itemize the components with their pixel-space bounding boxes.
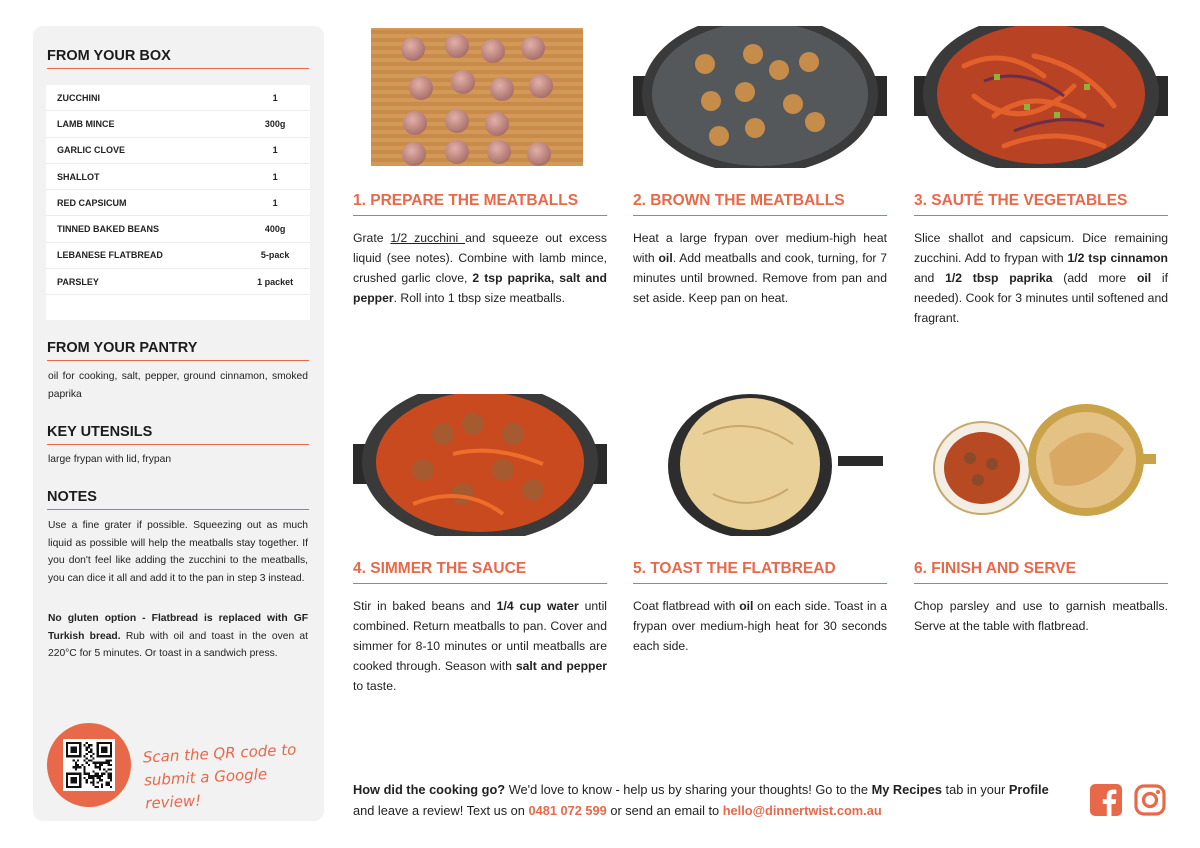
profile-link[interactable]: Profile xyxy=(1008,782,1049,797)
gluten-free-note: No gluten option - Flatbread is replaced with GF Turkish bread. xyxy=(48,613,308,642)
footer-text-2: tab in your xyxy=(941,782,1009,797)
email-link[interactable]: hello@dinnertwist.com.au xyxy=(722,803,882,818)
ingredient-quantity: 1 packet xyxy=(257,276,294,287)
step-text-segment: 1/2 tsp cinnamon xyxy=(1067,251,1168,265)
step-1-photo xyxy=(353,26,607,168)
pantry-text: oil for cooking, salt, pepper, ground cinnamon, smoked paprika xyxy=(48,371,308,400)
ingredient-row xyxy=(46,111,310,137)
step-text-segment: oil xyxy=(739,599,754,613)
step-5-title: 5. TOAST THE FLATBREAD xyxy=(633,560,887,584)
step-text-segment: Grate xyxy=(353,231,391,245)
step-5-photo xyxy=(633,394,887,536)
step-text-segment: on each side. Toast in a frypan over medium-high heat for 30 seconds each side. xyxy=(633,599,887,653)
ingredient-name: PARSLEY xyxy=(57,276,99,287)
notes-title: NOTES xyxy=(47,489,309,510)
step-text-segment: . Add meatballs and cook, turning, for 7 minutes until browned. Remove from pan and set aside. Keep pan on heat. xyxy=(633,251,887,305)
step-2-body xyxy=(633,228,887,308)
qr-code-icon[interactable] xyxy=(63,739,115,791)
step-2-photo xyxy=(633,26,887,168)
step-6-body xyxy=(914,596,1168,636)
ingredient-row xyxy=(46,85,310,111)
ingredient-row xyxy=(46,190,310,216)
ingredient-quantity: 300g xyxy=(264,118,286,129)
ingredient-name: GARLIC CLOVE xyxy=(57,145,126,156)
step-1-body xyxy=(353,228,607,308)
step-text-segment: oil xyxy=(1136,271,1152,285)
step-4-title: 4. SIMMER THE SAUCE xyxy=(353,560,607,584)
step-6-photo xyxy=(914,394,1168,536)
ingredient-quantity: 1 xyxy=(272,197,278,208)
step-text-segment: and xyxy=(914,271,946,285)
ingredient-quantity: 1 xyxy=(272,145,278,156)
qr-code-badge[interactable] xyxy=(47,723,131,807)
step-text-segment: 1/4 cup water xyxy=(496,599,579,613)
step-text-segment: 1/2 tbsp paprika xyxy=(945,271,1053,285)
step-text-segment: Heat a large frypan over medium-high heat with xyxy=(633,231,887,265)
step-4-body xyxy=(353,596,607,696)
step-text-segment: to taste. xyxy=(353,679,397,693)
ingredient-row xyxy=(46,243,310,269)
finished-dish-image xyxy=(914,394,1168,536)
step-4-photo xyxy=(353,394,607,536)
footer-text-1: We'd love to know - help us by sharing your thoughts! Go to the xyxy=(505,782,872,797)
browning-meatballs-image xyxy=(633,26,887,168)
ingredient-name: LAMB MINCE xyxy=(57,118,115,129)
notes-para-1: Use a fine grater if possible. Squeezing out as much liquid as possible will help the meatballs stay together. If you don't feel like adding the zucchini to the meatballs, you can dice it all and add it to the pan in step 3 instead. xyxy=(48,520,308,584)
feedback-footer xyxy=(353,779,1073,821)
instagram-icon[interactable] xyxy=(1134,784,1166,816)
ingredient-name: RED CAPSICUM xyxy=(57,197,127,208)
footer-text-3: and leave a review! Text us on xyxy=(353,803,529,818)
ingredient-row xyxy=(46,269,310,295)
raw-meatballs-image xyxy=(353,26,607,168)
ingredient-quantity: 400g xyxy=(264,224,286,235)
ingredient-row xyxy=(46,216,310,242)
qr-caption xyxy=(142,738,315,816)
gluten-free-instructions: Rub with oil and toast in the oven at 220°C for 5 minutes. Or toast in a sandwich press. xyxy=(48,630,308,659)
ingredient-quantity: 1 xyxy=(272,92,278,103)
simmering-sauce-image xyxy=(353,394,607,536)
step-text-segment: if needed). Cook for 3 minutes until softened and fragrant. xyxy=(914,271,1168,325)
step-text-segment: until combined. Return meatballs to pan. Cover and simmer for 8-10 minutes or until meatballs are cooked through. Season with xyxy=(353,599,607,673)
my-recipes-link[interactable]: My Recipes xyxy=(871,782,942,797)
step-text-segment: (add more xyxy=(1052,271,1137,285)
facebook-icon[interactable] xyxy=(1090,784,1122,816)
step-text-segment: Chop parsley and use to garnish meatballs. Serve at the table with flatbread. xyxy=(914,599,1168,633)
sauteed-vegetables-image xyxy=(914,26,1168,168)
step-6-title: 6. FINISH AND SERVE xyxy=(914,560,1168,584)
step-text-segment: 1/2 zucchini xyxy=(390,231,466,245)
step-2-title: 2. BROWN THE MEATBALLS xyxy=(633,192,887,216)
ingredient-name: LEBANESE FLATBREAD xyxy=(57,250,163,261)
utensils-text: large frypan with lid, frypan xyxy=(48,454,172,465)
ingredient-quantity: 1 xyxy=(272,171,278,182)
ingredient-name: TINNED BAKED BEANS xyxy=(57,224,160,235)
from-your-box-table xyxy=(46,85,310,320)
key-utensils-title: KEY UTENSILS xyxy=(47,424,309,445)
step-3-photo xyxy=(914,26,1168,168)
step-3-title: 3. SAUTÉ THE VEGETABLES xyxy=(914,192,1168,216)
ingredient-name: ZUCCHINI xyxy=(57,92,100,103)
from-your-pantry-title: FROM YOUR PANTRY xyxy=(47,340,309,361)
toasting-flatbread-image xyxy=(633,394,887,536)
phone-number[interactable]: 0481 072 599 xyxy=(528,803,607,818)
ingredient-row xyxy=(46,138,310,164)
ingredient-row xyxy=(46,164,310,190)
ingredients-sidebar xyxy=(33,26,324,821)
step-text-segment: 2 tsp paprika, salt and pepper xyxy=(353,271,608,305)
step-3-body xyxy=(914,228,1168,328)
step-5-body xyxy=(633,596,887,656)
footer-text-4: or send an email to xyxy=(606,803,723,818)
step-text-segment: . Roll into 1 tbsp size meatballs. xyxy=(393,291,566,305)
from-your-box-title: FROM YOUR BOX xyxy=(47,48,309,69)
footer-question: How did the cooking go? xyxy=(353,782,506,797)
step-text-segment: and squeeze out excess liquid (see notes). Combine with lamb mince, crushed garlic clove, xyxy=(353,231,607,285)
step-text-segment: Coat flatbread with xyxy=(633,599,740,613)
step-text-segment: Slice shallot and capsicum. Dice remaining zucchini. Add to frypan with xyxy=(914,231,1168,265)
notes-para-2 xyxy=(48,610,308,663)
ingredient-quantity: 5-pack xyxy=(260,250,290,261)
step-text-segment: salt and pepper xyxy=(515,659,608,673)
qr-caption-line-2: submit a Google review! xyxy=(143,765,268,813)
qr-caption-line-1: Scan the QR code to xyxy=(142,740,297,767)
step-1-title: 1. PREPARE THE MEATBALLS xyxy=(353,192,607,216)
step-text-segment: Stir in baked beans and xyxy=(353,599,497,613)
step-text-segment: oil xyxy=(658,251,673,265)
ingredient-name: SHALLOT xyxy=(57,171,100,182)
